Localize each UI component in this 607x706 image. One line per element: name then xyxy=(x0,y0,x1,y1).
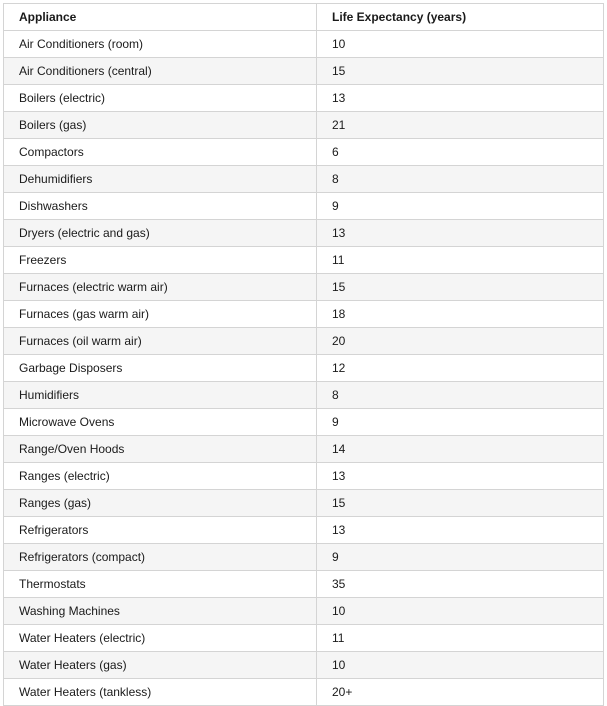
cell-appliance: Furnaces (oil warm air) xyxy=(4,328,317,355)
header-appliance: Appliance xyxy=(4,4,317,31)
table-row xyxy=(4,679,604,706)
cell-life-expectancy: 8 xyxy=(317,382,604,409)
cell-appliance: Furnaces (gas warm air) xyxy=(4,301,317,328)
cell-life-expectancy: 8 xyxy=(317,166,604,193)
table-row xyxy=(4,409,604,436)
table-row xyxy=(4,166,604,193)
appliance-life-table-container xyxy=(3,3,603,706)
cell-appliance: Ranges (gas) xyxy=(4,490,317,517)
table-row xyxy=(4,328,604,355)
cell-life-expectancy: 13 xyxy=(317,463,604,490)
cell-life-expectancy: 15 xyxy=(317,274,604,301)
cell-life-expectancy: 13 xyxy=(317,85,604,112)
table-row xyxy=(4,571,604,598)
cell-life-expectancy: 15 xyxy=(317,58,604,85)
cell-appliance: Freezers xyxy=(4,247,317,274)
table-row xyxy=(4,463,604,490)
cell-appliance: Furnaces (electric warm air) xyxy=(4,274,317,301)
cell-appliance: Water Heaters (electric) xyxy=(4,625,317,652)
cell-appliance: Dryers (electric and gas) xyxy=(4,220,317,247)
cell-life-expectancy: 15 xyxy=(317,490,604,517)
cell-life-expectancy: 11 xyxy=(317,625,604,652)
table-header-row xyxy=(4,4,604,31)
cell-appliance: Air Conditioners (central) xyxy=(4,58,317,85)
appliance-life-table xyxy=(3,3,604,706)
cell-life-expectancy: 11 xyxy=(317,247,604,274)
table-row xyxy=(4,517,604,544)
cell-appliance: Refrigerators (compact) xyxy=(4,544,317,571)
cell-life-expectancy: 10 xyxy=(317,652,604,679)
cell-appliance: Microwave Ovens xyxy=(4,409,317,436)
cell-life-expectancy: 12 xyxy=(317,355,604,382)
cell-appliance: Ranges (electric) xyxy=(4,463,317,490)
table-row xyxy=(4,652,604,679)
cell-life-expectancy: 21 xyxy=(317,112,604,139)
table-row xyxy=(4,274,604,301)
table-row xyxy=(4,490,604,517)
cell-appliance: Water Heaters (tankless) xyxy=(4,679,317,706)
cell-appliance: Boilers (electric) xyxy=(4,85,317,112)
cell-appliance: Thermostats xyxy=(4,571,317,598)
table-row xyxy=(4,85,604,112)
cell-appliance: Refrigerators xyxy=(4,517,317,544)
cell-life-expectancy: 9 xyxy=(317,193,604,220)
cell-life-expectancy: 6 xyxy=(317,139,604,166)
cell-life-expectancy: 14 xyxy=(317,436,604,463)
cell-life-expectancy: 18 xyxy=(317,301,604,328)
cell-life-expectancy: 9 xyxy=(317,544,604,571)
cell-life-expectancy: 20+ xyxy=(317,679,604,706)
table-row xyxy=(4,544,604,571)
cell-appliance: Water Heaters (gas) xyxy=(4,652,317,679)
cell-life-expectancy: 9 xyxy=(317,409,604,436)
cell-appliance: Dishwashers xyxy=(4,193,317,220)
table-row xyxy=(4,193,604,220)
cell-appliance: Humidifiers xyxy=(4,382,317,409)
cell-life-expectancy: 13 xyxy=(317,220,604,247)
table-row xyxy=(4,220,604,247)
header-life-expectancy: Life Expectancy (years) xyxy=(317,4,604,31)
table-row xyxy=(4,139,604,166)
cell-life-expectancy: 13 xyxy=(317,517,604,544)
table-row xyxy=(4,436,604,463)
table-row xyxy=(4,31,604,58)
cell-life-expectancy: 35 xyxy=(317,571,604,598)
cell-life-expectancy: 10 xyxy=(317,598,604,625)
cell-appliance: Air Conditioners (room) xyxy=(4,31,317,58)
cell-life-expectancy: 10 xyxy=(317,31,604,58)
table-row xyxy=(4,112,604,139)
cell-appliance: Range/Oven Hoods xyxy=(4,436,317,463)
cell-life-expectancy: 20 xyxy=(317,328,604,355)
table-row xyxy=(4,58,604,85)
table-body xyxy=(4,31,604,706)
cell-appliance: Washing Machines xyxy=(4,598,317,625)
table-row xyxy=(4,382,604,409)
table-row xyxy=(4,598,604,625)
table-row xyxy=(4,355,604,382)
table-row xyxy=(4,301,604,328)
cell-appliance: Compactors xyxy=(4,139,317,166)
cell-appliance: Dehumidifiers xyxy=(4,166,317,193)
cell-appliance: Garbage Disposers xyxy=(4,355,317,382)
table-row xyxy=(4,247,604,274)
cell-appliance: Boilers (gas) xyxy=(4,112,317,139)
table-row xyxy=(4,625,604,652)
